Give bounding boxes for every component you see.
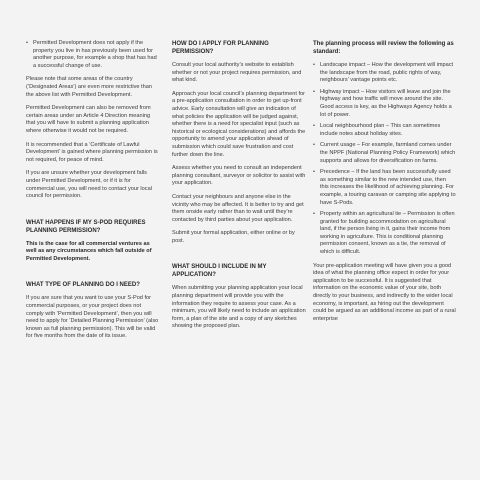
column-left: [26, 40, 160, 347]
paragraph: Permitted Development can also be removed from certain areas under an Article 4 Direction meaning that you will have to submit a planning application where otherwise it would not be required.: [26, 105, 151, 134]
list-item: • Current usage – For example, farmland comes under the NPPF (National Planning Policy Framework) which supports and allows for diversification on farms.: [313, 142, 456, 165]
paragraph: Consult your local authority’s website to establish whether or not your project requires permission, and what kind.: [172, 62, 302, 84]
paragraph: When submitting your planning application your local planning department will provide you with the information they require to assess your case. As a minimum, you will likely need to include an application form, a plan of the site and a copy of any sketches showing the proposed plan.: [172, 285, 306, 330]
column-right: [313, 40, 456, 329]
section-heading: HOW DO I APPLY FOR PLANNING PERMISSION?: [172, 41, 269, 55]
list-item: • Highway impact – How visitors will leave and join the highway and how traffic will move around the site. Good access is key, as the Highways Agency holds a lot of power.: [313, 89, 456, 119]
list-item: • Local neighbourhood plan – This can sometimes include notes about holiday sites.: [313, 123, 456, 138]
paragraph: Your pre-application meeting will have given you a good idea of what the planning office expect in order for your application to be successful. It is suggested that information on the economic value of your site, both directly to your business, and indirectly to the wider local economy, is important, as hiring out the development could be argued as an additional income as part of a rural enterprise: [313, 262, 456, 322]
bullet-list: [26, 40, 160, 70]
section-heading: WHAT HAPPENS IF MY S-POD REQUIRES PLANNING PERMISSION?: [26, 219, 146, 234]
paragraph: Approach your local council’s planning department for a pre-application consultation in order to get up-front advice. Early consultation will give an indication of what policies the application will be judged against, whether there is a need for specialist input (such as historical or ecological considerations) and affords the opportunity to amend your application ahead of submission which could save frustration and cost further down the line.: [172, 90, 306, 158]
paragraph: If you are sure that you want to use your S-Pod for commercial purposes, or your project does not comply with ‘Permitted Development’, then you will need to apply for ‘Detailed Planning Permission’ (also known as full planning permission). This will be valid for five months from the date of its issue.: [26, 295, 159, 340]
paragraph: Assess whether you need to consult an independent planning consultant, surveyor or solicitor to assist with your application.: [172, 165, 306, 187]
column-middle: [172, 40, 307, 337]
section-heading: WHAT SHOULD I INCLUDE IN MY APPLICATION?: [172, 264, 267, 279]
list-item: • Precedence – If the land has been successfully used as something similar to the new intended use, then this increases the likelihood of achieving planning. For example, a touring caravan or camping site applying to have S-Pods.: [313, 169, 456, 207]
section-heading: WHAT TYPE OF PLANNING DO I NEED?: [26, 282, 140, 289]
paragraph: This is the case for all commercial ventures as well as any circumstances which fall outside of Permitted Development.: [26, 240, 152, 262]
bullet-list: [313, 62, 456, 257]
list-item: • Property within an agricultural tie – Permission is often granted for building accommodation on agricultural land, if the person living in it, gains their income from working in agriculture. This is conditional planning permission consent, known as a tie, the removal of which is difficult.: [313, 211, 456, 257]
paragraph: Please note that some areas of the country (‘Designated Areas’) are even more restrictive than the above list with Permitted Development.: [26, 76, 152, 98]
section-heading: The planning process will review the following as standard:: [313, 41, 454, 55]
list-item: • Permitted Development does not apply if the property you live in has previously been used for another purpose, for example a shop that has had a successful change of use.: [26, 40, 160, 70]
list-item: • Landscape impact – How the development will impact the landscape from the road, public rights of way, neighbours’ vantage points etc.: [313, 62, 456, 85]
paragraph: Submit your formal application, either online or by post.: [172, 230, 295, 244]
paragraph: It is recommended that a ‘Certificate of Lawful Development’ is gained where planning permission is not required, for peace of mind.: [26, 141, 158, 163]
paragraph: If you are unsure whether your development falls under Permitted Development, or if it is for commercial use, you will need to contact your local council for permission.: [26, 170, 152, 200]
paragraph: Contact your neighbours and anyone else in the vicinity who may be affected. It is better to try and get them onside early rather than to wait until they’re contacted by third parties about your application.: [172, 193, 304, 223]
